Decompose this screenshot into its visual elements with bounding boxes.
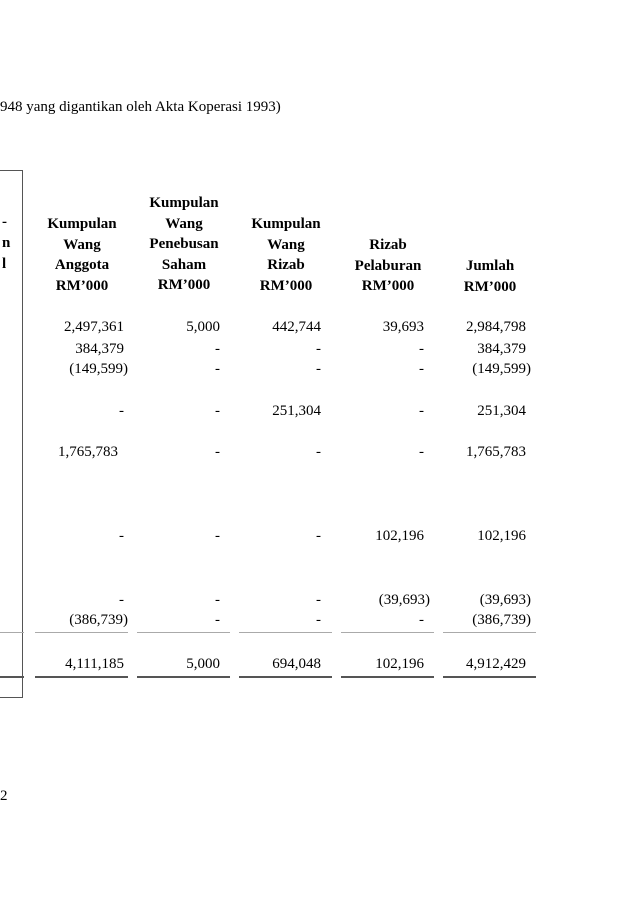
table-cell: 1,765,783 xyxy=(466,444,526,460)
header-line: RM’000 xyxy=(55,277,109,294)
column-header-kumpulan-wang-anggota xyxy=(35,214,129,296)
subtotal-rule xyxy=(239,632,332,633)
column-header-kumpulan-wang-rizab xyxy=(238,214,334,296)
table-cell: - xyxy=(119,403,124,419)
header-line: Jumlah xyxy=(465,258,515,274)
table-cell: - xyxy=(316,444,321,460)
total-rule xyxy=(239,676,332,678)
table-cell-total: 102,196 xyxy=(375,656,424,672)
left-edge-fragment: n xyxy=(2,235,11,251)
subtotal-rule xyxy=(341,632,434,633)
column-header-jumlah xyxy=(442,256,538,297)
header-line: Penebusan xyxy=(149,236,219,252)
table-cell: 1,765,783 xyxy=(58,444,118,460)
table-cell: - xyxy=(215,612,220,628)
header-line: Kumpulan xyxy=(149,195,219,211)
total-rule xyxy=(137,676,230,678)
table-cell: 102,196 xyxy=(375,528,424,544)
header-line: Wang xyxy=(165,215,203,232)
table-cell: - xyxy=(215,592,220,608)
table-cell: - xyxy=(119,528,124,544)
subtotal-rule xyxy=(443,632,536,633)
table-cell: - xyxy=(215,341,220,357)
table-cell: 251,304 xyxy=(272,403,321,419)
table-cell: (39,693) xyxy=(378,592,430,608)
total-rule xyxy=(0,676,24,678)
table-cell: - xyxy=(316,361,321,377)
header-line: RM’000 xyxy=(157,277,211,293)
header-line: Kumpulan xyxy=(47,216,117,232)
table-cell: 384,379 xyxy=(477,341,526,357)
table-cell: - xyxy=(215,403,220,419)
table-cell: - xyxy=(215,528,220,544)
table-cell: 102,196 xyxy=(477,528,526,544)
table-cell: 442,744 xyxy=(272,319,321,335)
table-cell: - xyxy=(419,341,424,357)
table-cell: - xyxy=(119,592,124,608)
table-cell: 384,379 xyxy=(75,341,124,357)
table-cell: 251,304 xyxy=(477,403,526,419)
header-line: Anggota xyxy=(54,257,110,273)
table-cell: - xyxy=(419,612,424,628)
table-cell: - xyxy=(316,341,321,357)
header-line: RM’000 xyxy=(259,277,313,294)
table-cell: (149,599) xyxy=(472,361,531,377)
header-line: Saham xyxy=(161,256,207,273)
header-line: Wang xyxy=(267,236,305,253)
subtitle: 948 yang digantikan oleh Akta Koperasi 1993) xyxy=(0,99,281,115)
table-cell-total: 694,048 xyxy=(272,656,321,672)
column-header-rizab-pelaburan xyxy=(340,235,436,297)
table-cell: (39,693) xyxy=(479,592,531,608)
table-cell: - xyxy=(215,361,220,377)
subtotal-rule xyxy=(35,632,128,633)
table-cell: 2,497,361 xyxy=(64,319,124,335)
column-header-kumpulan-wang-penebusan-saham xyxy=(135,193,233,296)
header-line: Kumpulan xyxy=(251,216,321,232)
table-cell: 5,000 xyxy=(186,319,220,335)
total-rule xyxy=(443,676,536,678)
header-line: RM’000 xyxy=(463,278,517,295)
header-line: RM’000 xyxy=(361,278,415,294)
header-line: Rizab xyxy=(267,257,305,273)
table-cell: (149,599) xyxy=(69,361,128,377)
table-cell: - xyxy=(419,444,424,460)
left-edge-fragment: - xyxy=(2,214,7,230)
table-cell: - xyxy=(215,444,220,460)
table-cell-total: 4,111,185 xyxy=(65,656,124,672)
header-line: Wang xyxy=(63,236,101,253)
table-cell: (386,739) xyxy=(69,612,128,628)
table-cell: - xyxy=(316,612,321,628)
table-cell: - xyxy=(419,361,424,377)
table-cell: 39,693 xyxy=(382,319,424,335)
subtotal-rule xyxy=(0,632,24,633)
total-rule xyxy=(341,676,434,678)
page-number: 2 xyxy=(0,788,8,804)
table-cell: 2,984,798 xyxy=(466,319,526,335)
table-cell-total: 5,000 xyxy=(186,656,220,672)
total-rule xyxy=(35,676,128,678)
header-line: Rizab xyxy=(369,237,407,253)
left-edge-fragment: l xyxy=(2,256,7,272)
table-cell: - xyxy=(316,528,321,544)
subtotal-rule xyxy=(137,632,230,633)
table-cell-total: 4,912,429 xyxy=(466,656,526,672)
table-cell: - xyxy=(419,403,424,419)
table-cell: (386,739) xyxy=(472,612,531,628)
header-line: Pelaburan xyxy=(354,257,422,274)
table-cell: - xyxy=(316,592,321,608)
